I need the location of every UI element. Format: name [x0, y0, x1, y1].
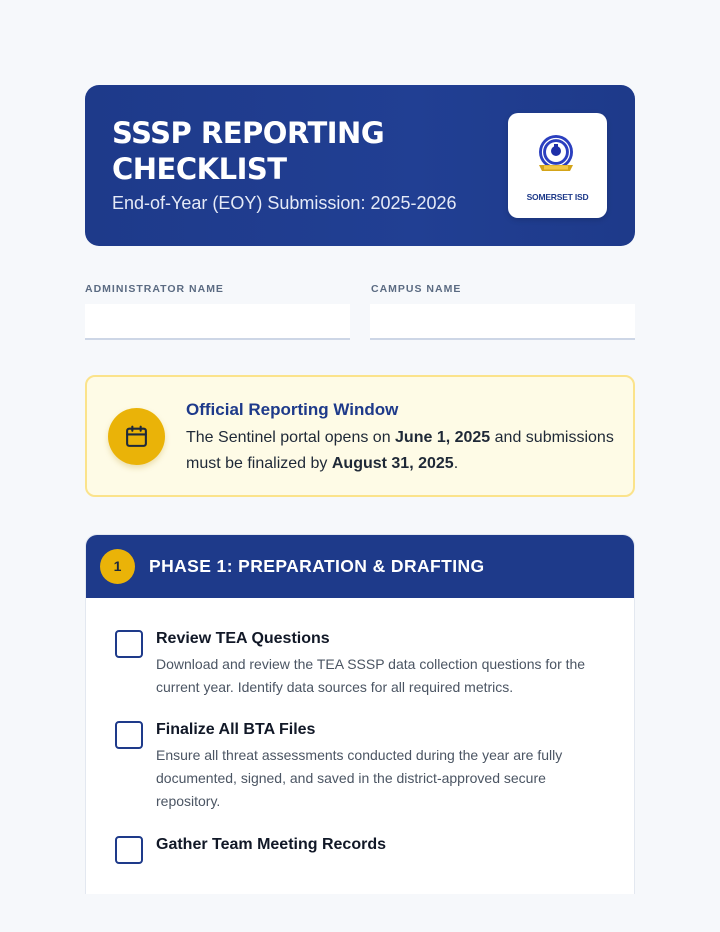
- administrator-name-label: ADMINISTRATOR NAME: [85, 283, 224, 295]
- task-title: Finalize All BTA Files: [156, 721, 316, 738]
- district-logo-card: [508, 113, 607, 218]
- task-title: Gather Team Meeting Records: [156, 836, 386, 853]
- task-checkbox[interactable]: [115, 630, 143, 658]
- open-date: June 1, 2025: [395, 429, 491, 446]
- page-title: SSSP REPORTING CHECKLIST: [112, 116, 385, 186]
- task-checkbox[interactable]: [115, 836, 143, 864]
- campus-name-label: CAMPUS NAME: [371, 283, 462, 295]
- notice-body: The Sentinel portal opens on June 1, 2025 and submissions must be finalized by August 31, 2025.: [186, 429, 614, 472]
- calendar-icon: [124, 424, 149, 449]
- close-date: August 31, 2025: [331, 455, 454, 472]
- campus-name-input[interactable]: [370, 304, 635, 340]
- reporting-window-notice: [85, 375, 635, 497]
- notice-title: Official Reporting Window: [186, 400, 399, 419]
- page-subtitle: End-of-Year (EOY) Submission: 2025-2026: [112, 193, 457, 213]
- phase-1-title: PHASE 1: PREPARATION & DRAFTING: [149, 556, 485, 576]
- phase-1-section: [85, 534, 635, 894]
- task-description: Download and review the TEA SSSP data collection questions for the current year. Identify data sources for all required metrics.: [156, 656, 586, 695]
- administrator-name-input[interactable]: [85, 304, 350, 340]
- task-description: Ensure all threat assessments conducted during the year are fully documented, signed, and saved in the district-approved secure repository.: [156, 747, 563, 809]
- header-banner: [85, 85, 635, 246]
- phase-1-header: [86, 535, 635, 598]
- district-name: SOMERSET ISD: [526, 192, 589, 202]
- district-seal-icon: [535, 133, 581, 179]
- task-checkbox[interactable]: [115, 721, 143, 749]
- task-title: Review TEA Questions: [156, 630, 330, 647]
- phase-number-badge: 1: [100, 549, 135, 584]
- calendar-icon-badge: [108, 408, 165, 465]
